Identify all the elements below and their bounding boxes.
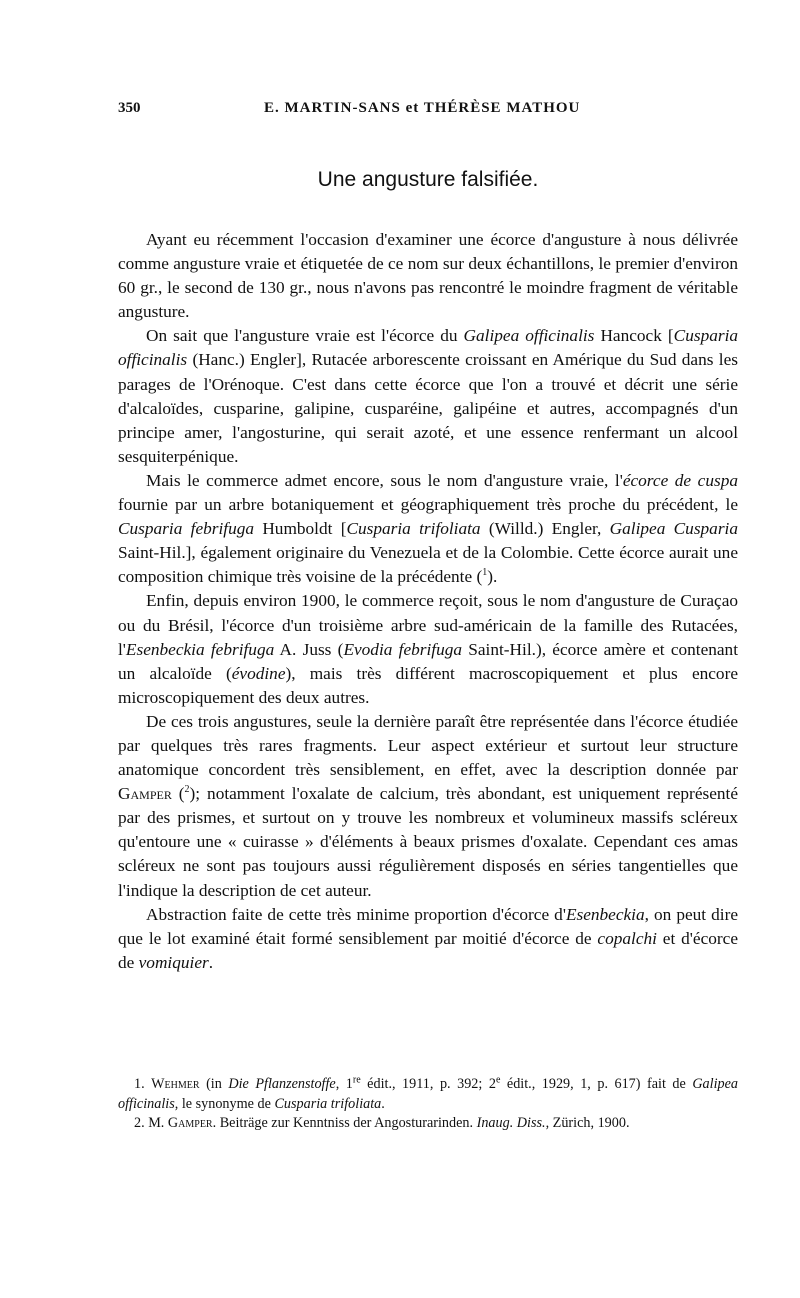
- text-run: et d'écorce de: [118, 928, 738, 972]
- text-run: Abstraction faite de cette très minime proportion d'écorce d': [146, 904, 566, 924]
- text-run: (in: [199, 1076, 229, 1092]
- ordinal-suffix: re: [352, 1074, 361, 1086]
- article-body: [118, 228, 738, 975]
- text-run: édit., 1911, p. 392; 2: [360, 1076, 496, 1092]
- footnote-ref-2: 2: [184, 784, 190, 796]
- text-run: , 1: [335, 1076, 353, 1092]
- thesis-label: Inaug. Diss.: [476, 1115, 546, 1131]
- text-run: , le synonyme de: [174, 1095, 275, 1112]
- text-run: (Hanc.) Engler], Rutacée arborescente croissant en Amérique du Sud dans les parages de l'Orénoque. C'est dans cette écorce que l'on a trouvé et décrit une série d'alcaloïdes, cusparine, galipine, cusparéine, galipéine et autres, accompagnés d'un principe amer, l'angosturine, qui serait azoté, et une essence renfermant un alcool sesquiterpénique.: [118, 350, 738, 466]
- text-run: fournie par un arbre botaniquement et géographiquement très proche du précédent, le: [118, 495, 738, 515]
- author-name: Gamper: [118, 784, 172, 804]
- text-run: De ces trois angustures, seule la dernière paraît être représentée dans l'écorce étudiée par quelques très rares fragments. Leur aspect extérieur et surtout leur structure anatomique concordent très sensiblement, en effet, avec la description donnée par: [118, 711, 738, 780]
- text-run: .: [208, 952, 214, 972]
- text-run: Hancock [: [594, 326, 674, 346]
- footnote-2: [118, 1114, 738, 1134]
- italic-term: Esenbeckia: [565, 904, 645, 924]
- text-run: . Beiträge zur Kenntniss der Angosturarinden.: [212, 1115, 477, 1131]
- text-run: Enfin, depuis environ 1900, le commerce reçoit, sous le nom d'angusture de Curaçao ou du Brésil, l'écorce d'un troisième arbre sud-américain de la famille des Rutacées, l': [118, 591, 738, 659]
- footnote-1: [118, 1075, 738, 1114]
- text-run: , on peut dire que le lot examiné était formé sensiblement par moitié d'écorce de: [118, 904, 738, 948]
- running-header: [118, 100, 738, 122]
- text-run: A. Juss (: [274, 639, 344, 659]
- text-run: 1.: [134, 1076, 152, 1092]
- text-run: Saint-Hil.), écorce amère et contenant un alcaloïde (: [118, 639, 738, 683]
- ordinal-suffix: e: [495, 1074, 501, 1086]
- text-run: ), mais très différent macroscopiquement et plus encore microscopiquement des deux autres.: [118, 663, 738, 707]
- italic-term: écorce de cuspa: [622, 470, 738, 490]
- species-name: Cusparia officinalis: [118, 326, 739, 370]
- text-run: ); notamment l'oxalate de calcium, très abondant, est uniquement représenté par des prismes, et surtout on y trouve les nombreux et volumineux massifs scléreux qu'entoure une « cuirasse » d'éléments à beaux prismes d'oxalate. Cependant ces amas scléreux ne sont pas toujours aussi régulièrement disposés en séries tangentielles que l'indique la description de cet auteur.: [118, 784, 738, 900]
- book-title: Die Pflanzenstoffe: [228, 1076, 336, 1092]
- paragraph-1: [118, 228, 738, 324]
- species-name: Cusparia febrifuga: [118, 519, 255, 539]
- footnote-ref-1: 1: [482, 567, 488, 579]
- text-run: édit., 1929, 1, p. 617) fait de: [500, 1076, 693, 1092]
- text-run: Mais le commerce admet encore, sous le nom d'angusture vraie, l': [146, 470, 623, 490]
- paragraph-1-text: Ayant eu récemment l'occasion d'examiner une écorce d'angusture à nous délivrée comme angusture vraie et étiquetée de ce nom sur deux échantillons, le premier d'environ 60 gr., le second de 130 gr., nous n'avons pas rencontré le moindre fragment de véritable angusture.: [118, 230, 738, 322]
- text-run: .: [381, 1095, 385, 1112]
- species-name: Galipea officinalis: [463, 326, 595, 346]
- species-name: Evodia febrifuga: [343, 639, 463, 659]
- text-run: Saint-Hil.], également originaire du Venezuela et de la Colombie. Cette écorce aurait une composition chimique très voisine de la précédente (: [118, 543, 738, 587]
- author-name: Gamper: [167, 1115, 213, 1131]
- running-title-authors: E. MARTIN-SANS et THÉRÈSE MATHOU: [264, 100, 581, 116]
- text-run: On sait que l'angusture vraie est l'écorce du: [146, 326, 464, 346]
- paragraph-4: [118, 589, 738, 709]
- text-run: , Zürich, 1900.: [545, 1115, 630, 1131]
- paragraph-5: [118, 710, 738, 903]
- text-run: Humboldt [: [254, 519, 347, 539]
- footnotes: [118, 1075, 738, 1134]
- species-name: Esenbeckia febrifuga: [125, 639, 275, 659]
- text-run: (Willd.) Engler,: [480, 519, 610, 539]
- species-name: Galipea Cusparia: [609, 519, 738, 539]
- text-run: ).: [487, 567, 498, 587]
- paragraph-2: [118, 324, 738, 469]
- text-run: 2. M.: [134, 1115, 168, 1131]
- paragraph-6: [118, 903, 738, 975]
- text-run: (: [171, 784, 185, 804]
- paragraph-3: [118, 469, 738, 589]
- species-name: Galipea officinalis: [118, 1076, 739, 1112]
- species-name: Cusparia trifoliata: [346, 519, 481, 539]
- author-name: Wehmer: [151, 1076, 200, 1092]
- page-number: 350: [118, 100, 141, 116]
- italic-term: copalchi: [597, 928, 657, 948]
- article-title: Une angusture falsifiée.: [317, 168, 539, 191]
- species-name: Cusparia trifoliata: [274, 1095, 382, 1112]
- italic-term: vomiquier: [138, 952, 209, 972]
- italic-term: évodine: [231, 663, 286, 683]
